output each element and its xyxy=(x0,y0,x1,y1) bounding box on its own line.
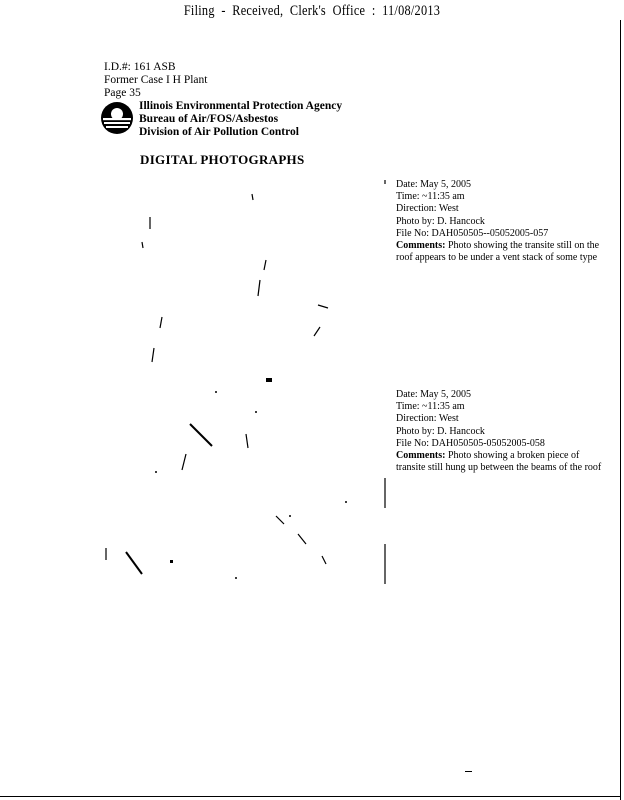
photo-time: Time: ~11:35 am xyxy=(396,401,465,413)
photo-author: Photo by: D. Hancock xyxy=(396,215,485,227)
photo-direction: Direction: West xyxy=(396,203,459,215)
bureau-name: Bureau of Air/FOS/Asbestos xyxy=(139,113,279,125)
stray-mark xyxy=(465,771,472,772)
photo-caption-1 xyxy=(396,179,610,264)
photo-date: Date: May 5, 2005 xyxy=(396,179,471,190)
section-title: DIGITAL PHOTOGRAPHS xyxy=(140,152,305,167)
agency-name: Illinois Environmental Protection Agency xyxy=(139,100,343,112)
photo-comments xyxy=(396,240,610,264)
comments-text: Photo showing the transite still on the roof appears to be under a vent stack of some type xyxy=(396,240,600,264)
roof-photographs xyxy=(96,172,388,592)
photo-author: Photo by: D. Hancock xyxy=(396,425,485,437)
comments-text: Photo showing a broken piece of transite still hung up between the beams of the roof xyxy=(396,450,602,474)
page-edge-right xyxy=(620,20,621,800)
page-number: Page 35 xyxy=(104,87,141,99)
photo-date: Date: May 5, 2005 xyxy=(396,389,471,400)
photo-file-number: File No: DAH050505--05052005-057 xyxy=(396,227,549,239)
photo-time: Time: ~11:35 am xyxy=(396,191,465,203)
photo-direction: Direction: West xyxy=(396,413,459,425)
comments-label: Comments: xyxy=(396,240,446,252)
comments-label: Comments: xyxy=(396,450,446,462)
photo-file-number: File No: DAH050505-05052005-058 xyxy=(396,437,545,449)
filing-stamp: Filing - Received, Clerk's Office : 11/08/2013 xyxy=(183,3,441,19)
photo-comments xyxy=(396,450,610,474)
page-edge-bottom xyxy=(0,796,620,797)
id-number: I.D.#: 161 ASB xyxy=(104,61,176,73)
division-name: Division of Air Pollution Control xyxy=(139,126,299,138)
photo-caption-2 xyxy=(396,389,610,474)
case-name: Former Case I H Plant xyxy=(104,74,208,86)
iepa-logo-icon xyxy=(100,101,134,135)
